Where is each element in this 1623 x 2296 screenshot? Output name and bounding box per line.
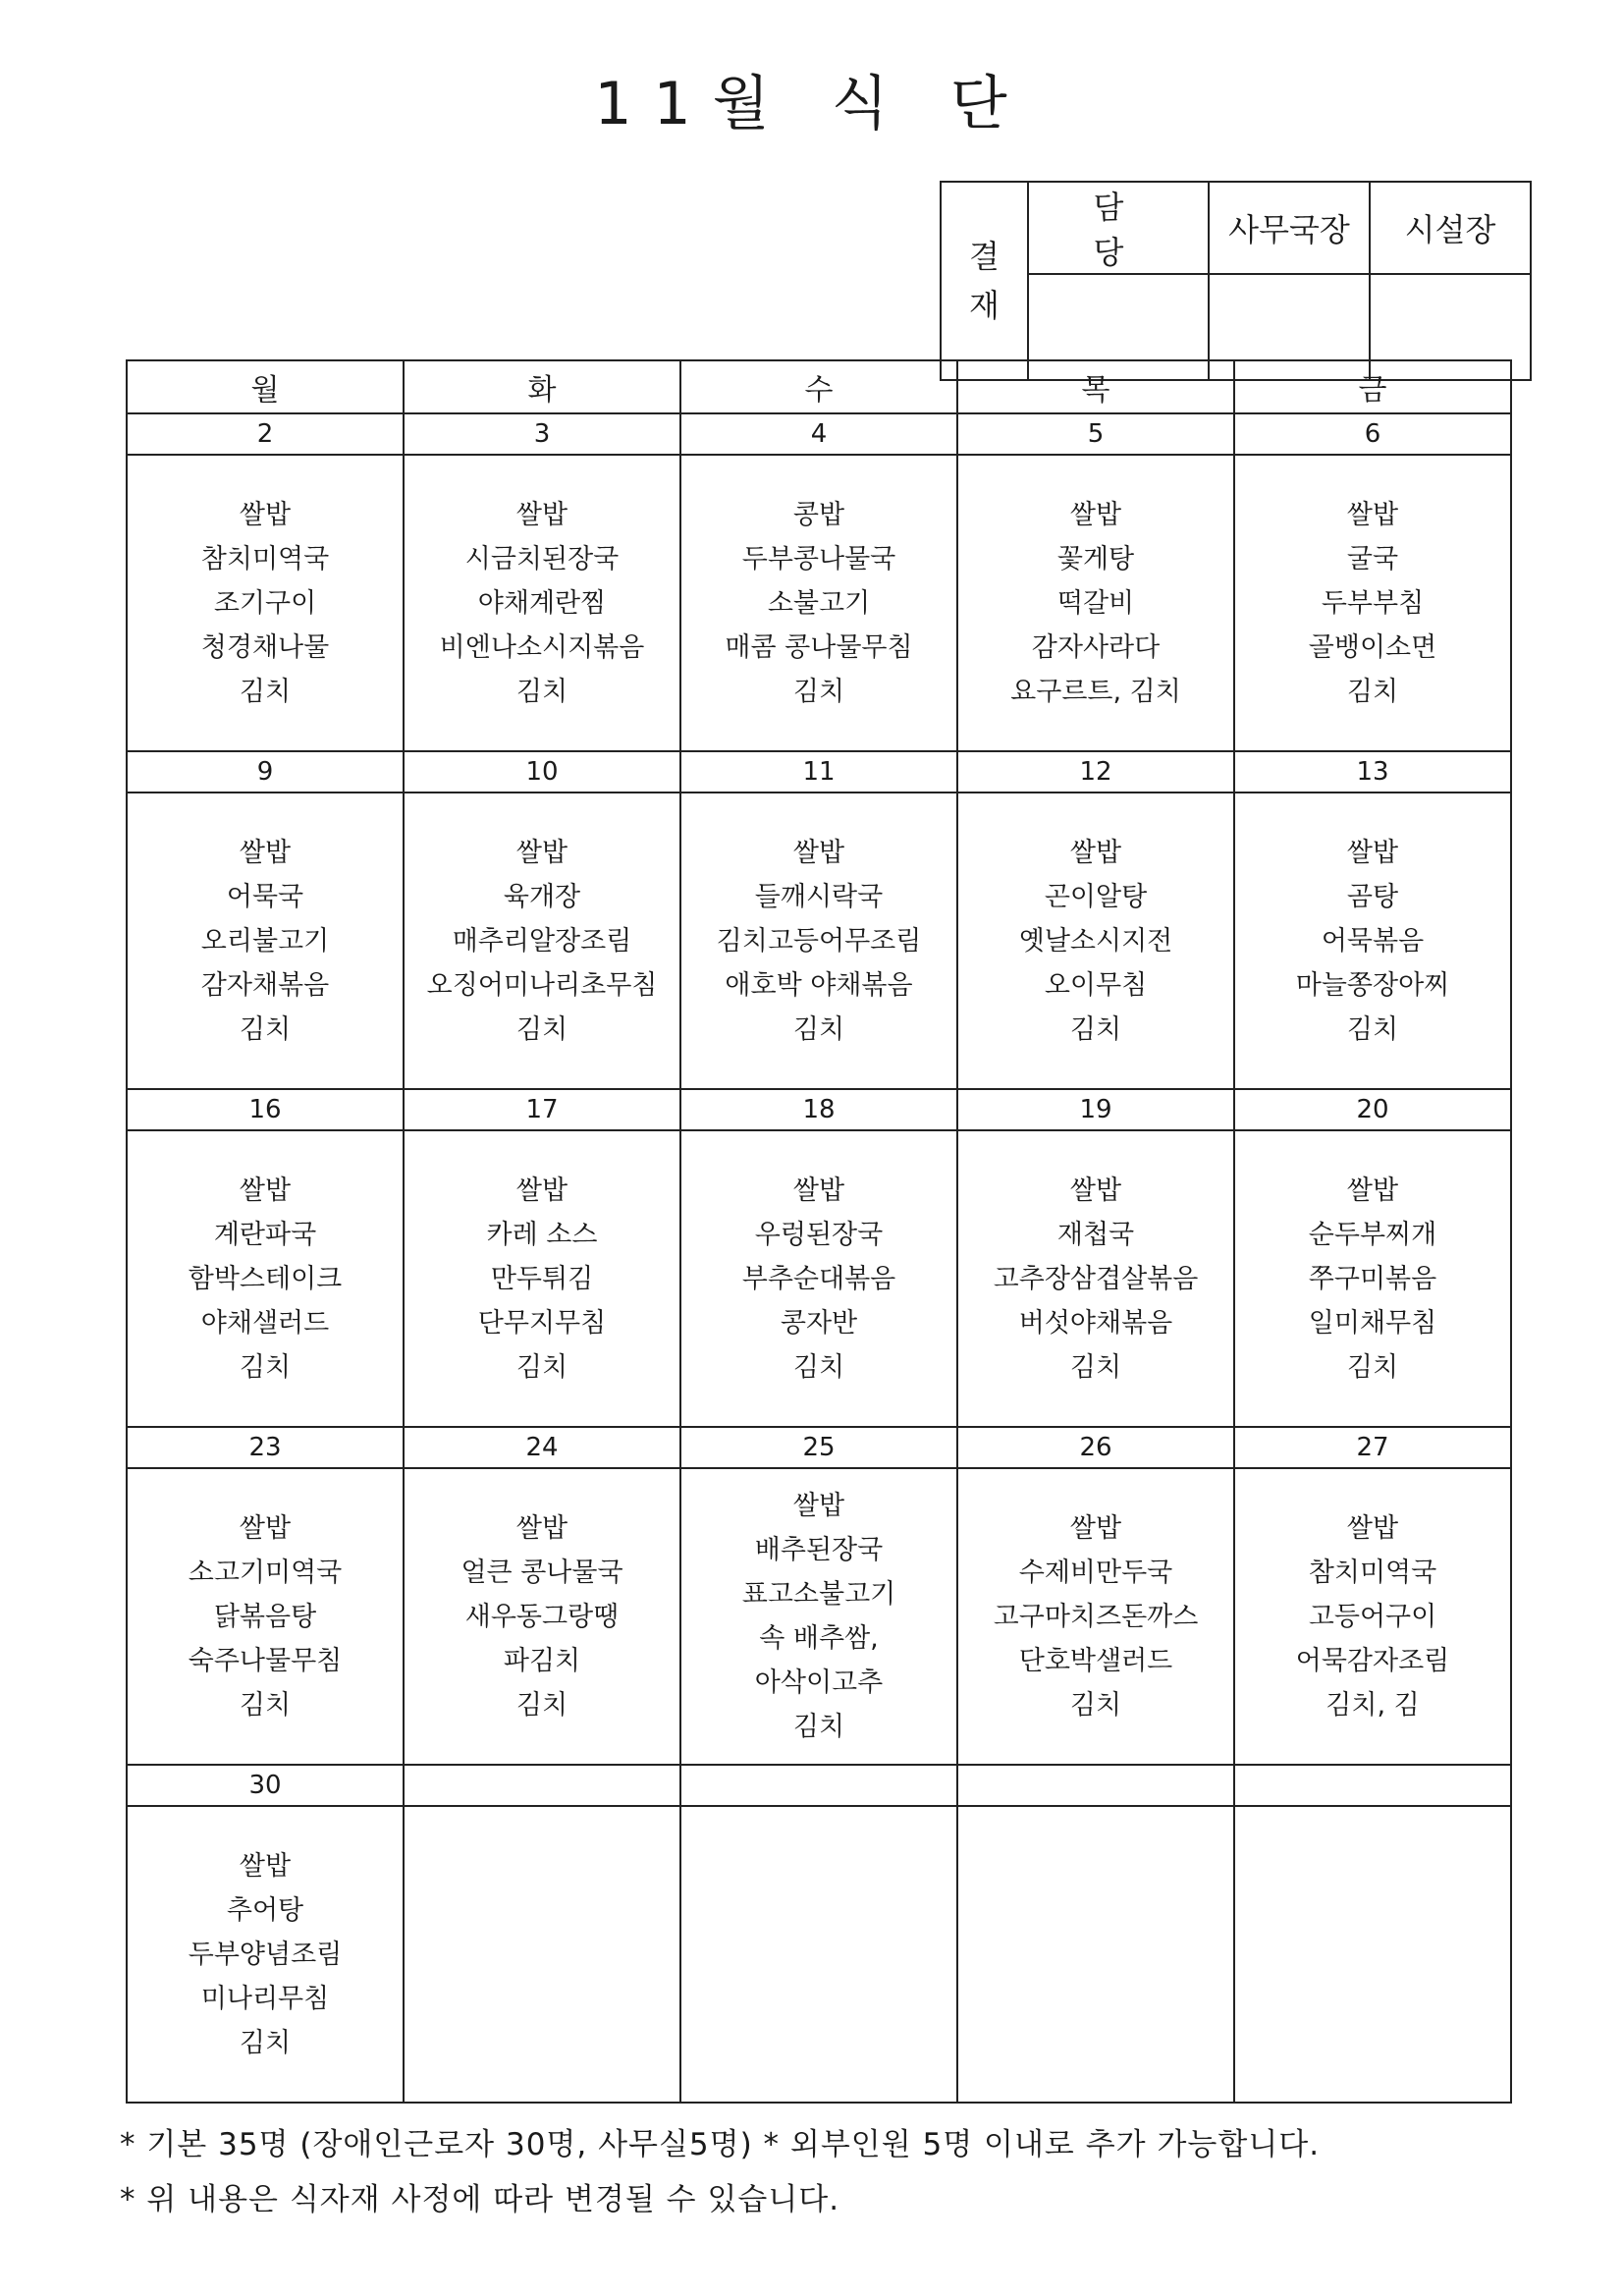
meal-item: 미나리무침 bbox=[200, 1983, 330, 2014]
meal-row bbox=[127, 1130, 1511, 1427]
weekday-tue: 화 bbox=[404, 360, 680, 413]
date-cell-mon: 2 bbox=[127, 413, 404, 455]
meal-item: 수제비만두국 bbox=[1018, 1557, 1173, 1588]
meal-item: 배추된장국 bbox=[754, 1535, 884, 1565]
meal-row bbox=[127, 455, 1511, 751]
date-row bbox=[127, 751, 1511, 793]
meal-item: 쌀밥 bbox=[1346, 499, 1399, 530]
meal-item: 고등어구이 bbox=[1308, 1601, 1437, 1632]
meal-item: 순두부찌개 bbox=[1308, 1219, 1437, 1250]
meal-item: 두부부침 bbox=[1321, 587, 1425, 619]
meal-cell-mon bbox=[127, 1806, 404, 2103]
meal-item: 추어탕 bbox=[226, 1894, 304, 1926]
weekday-mon: 월 bbox=[127, 360, 404, 413]
date-cell-fri: 13 bbox=[1234, 751, 1511, 793]
meal-item: 어묵감자조림 bbox=[1295, 1645, 1450, 1676]
meal-item: 김치 bbox=[1346, 1351, 1399, 1383]
approval-label-top: 결 bbox=[969, 238, 1000, 275]
meal-item: 얼큰 콩나물국 bbox=[460, 1557, 623, 1588]
date-cell-mon: 16 bbox=[127, 1089, 404, 1130]
approval-label-bottom: 재 bbox=[969, 287, 1000, 324]
meal-item: 파김치 bbox=[503, 1645, 581, 1676]
meal-item: 곰탕 bbox=[1346, 881, 1399, 912]
meal-cell-fri bbox=[1234, 793, 1511, 1089]
meal-cell-thu bbox=[957, 1468, 1234, 1765]
meal-item: 쌀밥 bbox=[239, 1850, 292, 1882]
weekday-wed: 수 bbox=[680, 360, 957, 413]
meal-cell-mon bbox=[127, 1130, 404, 1427]
meal-item: 고구마치즈돈까스 bbox=[993, 1601, 1199, 1632]
meal-item: 김치 bbox=[1346, 1013, 1399, 1045]
meal-cell-thu bbox=[957, 1130, 1234, 1427]
meal-item: 굴국 bbox=[1346, 543, 1399, 574]
meal-cell-thu bbox=[957, 793, 1234, 1089]
meal-item: 김치 bbox=[239, 2027, 292, 2058]
meal-cell-wed bbox=[680, 1130, 957, 1427]
meal-item: 새우동그랑땡 bbox=[464, 1601, 620, 1632]
approval-label bbox=[941, 182, 1028, 380]
meal-item: 떡갈비 bbox=[1056, 587, 1135, 619]
meal-item: 매콤 콩나물무침 bbox=[725, 631, 913, 663]
date-cell-thu: 5 bbox=[957, 413, 1234, 455]
date-row bbox=[127, 1427, 1511, 1468]
meal-item: 쌀밥 bbox=[515, 837, 568, 868]
date-row bbox=[127, 413, 1511, 455]
meal-item: 감자채볶음 bbox=[200, 969, 330, 1001]
meal-item: 속 배추쌈, bbox=[759, 1623, 879, 1654]
meal-item: 두부콩나물국 bbox=[741, 543, 896, 574]
date-cell-thu: 12 bbox=[957, 751, 1234, 793]
date-cell-wed: 4 bbox=[680, 413, 957, 455]
meal-item: 단무지무침 bbox=[477, 1307, 607, 1339]
meal-item: 김치 bbox=[1069, 1689, 1122, 1721]
date-row bbox=[127, 1089, 1511, 1130]
meal-item: 쌀밥 bbox=[239, 837, 292, 868]
date-cell-wed bbox=[680, 1765, 957, 1806]
meal-item: 김치 bbox=[792, 676, 845, 707]
date-cell-tue: 10 bbox=[404, 751, 680, 793]
meal-item: 쌀밥 bbox=[1069, 1512, 1122, 1544]
meal-item: 김치 bbox=[1069, 1351, 1122, 1383]
meal-item: 참치미역국 bbox=[200, 543, 330, 574]
meal-item: 비엔나소시지볶음 bbox=[439, 631, 645, 663]
meal-item: 김치, 김 bbox=[1325, 1689, 1420, 1721]
meal-item: 쌀밥 bbox=[1069, 837, 1122, 868]
meal-item: 김치 bbox=[239, 1689, 292, 1721]
meal-item: 김치고등어무조림 bbox=[716, 925, 922, 957]
meal-item: 계란파국 bbox=[213, 1219, 317, 1250]
approval-box bbox=[940, 181, 1532, 381]
date-cell-wed: 11 bbox=[680, 751, 957, 793]
meal-item: 닭볶음탕 bbox=[213, 1601, 317, 1632]
meal-item: 쌀밥 bbox=[1346, 837, 1399, 868]
weekday-fri: 금 bbox=[1234, 360, 1511, 413]
meal-item: 오리불고기 bbox=[200, 925, 330, 957]
meal-item: 함박스테이크 bbox=[188, 1263, 343, 1294]
meal-item: 골뱅이소면 bbox=[1308, 631, 1437, 663]
weekday-thu: 목 bbox=[957, 360, 1234, 413]
meal-item: 쌀밥 bbox=[792, 837, 845, 868]
meal-cell-thu bbox=[957, 455, 1234, 751]
meal-item: 두부양념조림 bbox=[188, 1939, 343, 1970]
meal-item: 소고기미역국 bbox=[188, 1557, 343, 1588]
meal-item: 김치 bbox=[515, 1013, 568, 1045]
meal-item: 매추리알장조림 bbox=[452, 925, 632, 957]
meal-item: 곤이알탕 bbox=[1044, 881, 1148, 912]
meal-cell-fri bbox=[1234, 1130, 1511, 1427]
meal-row bbox=[127, 1468, 1511, 1765]
meal-item: 참치미역국 bbox=[1308, 1557, 1437, 1588]
date-cell-thu: 26 bbox=[957, 1427, 1234, 1468]
meal-cell-wed bbox=[680, 1468, 957, 1765]
meal-item: 요구르트, 김치 bbox=[1010, 676, 1181, 707]
meal-item: 쌀밥 bbox=[1346, 1175, 1399, 1206]
meal-cell-fri bbox=[1234, 1468, 1511, 1765]
date-cell-tue: 17 bbox=[404, 1089, 680, 1130]
note-line: * 위 내용은 식자재 사정에 따라 변경될 수 있습니다. bbox=[120, 2182, 840, 2217]
meal-item: 쌀밥 bbox=[1346, 1512, 1399, 1544]
date-cell-thu: 19 bbox=[957, 1089, 1234, 1130]
meal-cell-tue bbox=[404, 1806, 680, 2103]
meal-item: 마늘쫑장아찌 bbox=[1295, 969, 1450, 1001]
meal-item: 조기구이 bbox=[213, 587, 317, 619]
meal-item: 고추장삼겹살볶음 bbox=[993, 1263, 1199, 1294]
meal-cell-mon bbox=[127, 455, 404, 751]
meal-cell-wed bbox=[680, 793, 957, 1089]
meal-item: 김치 bbox=[792, 1712, 845, 1742]
meal-cell-fri bbox=[1234, 1806, 1511, 2103]
meal-item: 일미채무침 bbox=[1308, 1307, 1437, 1339]
meal-item: 김치 bbox=[515, 1351, 568, 1383]
date-cell-fri: 20 bbox=[1234, 1089, 1511, 1130]
meal-item: 김치 bbox=[239, 676, 292, 707]
date-cell-fri: 27 bbox=[1234, 1427, 1511, 1468]
date-cell-tue: 24 bbox=[404, 1427, 680, 1468]
date-cell-fri: 6 bbox=[1234, 413, 1511, 455]
date-cell-mon: 9 bbox=[127, 751, 404, 793]
meal-cell-thu bbox=[957, 1806, 1234, 2103]
meal-cell-mon bbox=[127, 793, 404, 1089]
meal-item: 어묵볶음 bbox=[1321, 925, 1425, 957]
meal-item: 시금치된장국 bbox=[464, 543, 620, 574]
approval-header-director: 사무국장 bbox=[1209, 182, 1370, 274]
meal-item: 콩밥 bbox=[792, 499, 845, 530]
date-row bbox=[127, 1765, 1511, 1806]
meal-item: 재첩국 bbox=[1056, 1219, 1135, 1250]
meal-item: 쌀밥 bbox=[239, 1175, 292, 1206]
meal-item: 콩자반 bbox=[780, 1307, 858, 1339]
meal-item: 표고소불고기 bbox=[741, 1579, 896, 1610]
meal-item: 김치 bbox=[515, 1689, 568, 1721]
meal-item: 옛날소시지전 bbox=[1018, 925, 1173, 957]
meal-cell-fri bbox=[1234, 455, 1511, 751]
date-cell-mon: 23 bbox=[127, 1427, 404, 1468]
meal-cell-tue bbox=[404, 455, 680, 751]
meal-item: 쌀밥 bbox=[515, 499, 568, 530]
meal-item: 쌀밥 bbox=[515, 1175, 568, 1206]
meal-item: 쭈구미볶음 bbox=[1308, 1263, 1437, 1294]
notes bbox=[120, 2117, 1320, 2227]
date-cell-tue: 3 bbox=[404, 413, 680, 455]
approval-header-manager: 담 당 bbox=[1028, 182, 1209, 274]
note-line: * 기본 35명 (장애인근로자 30명, 사무실5명) * 외부인원 5명 이내로 추가 가능합니다. bbox=[120, 2127, 1321, 2162]
meal-item: 야채샐러드 bbox=[200, 1307, 330, 1339]
meal-item: 오이무침 bbox=[1044, 969, 1148, 1001]
meal-item: 김치 bbox=[515, 676, 568, 707]
weekday-header-row bbox=[127, 360, 1511, 413]
meal-item: 쌀밥 bbox=[792, 1175, 845, 1206]
meal-item: 쌀밥 bbox=[239, 1512, 292, 1544]
meal-item: 숙주나물무침 bbox=[188, 1645, 343, 1676]
meal-row bbox=[127, 793, 1511, 1089]
meal-item: 단호박샐러드 bbox=[1018, 1645, 1173, 1676]
meal-row bbox=[127, 1806, 1511, 2103]
approval-header-head: 시설장 bbox=[1370, 182, 1531, 274]
meal-item: 김치 bbox=[239, 1351, 292, 1383]
meal-item: 감자사라다 bbox=[1031, 631, 1161, 663]
meal-item: 쌀밥 bbox=[239, 499, 292, 530]
date-cell-tue bbox=[404, 1765, 680, 1806]
meal-item: 우렁된장국 bbox=[754, 1219, 884, 1250]
meal-item: 애호박 야채볶음 bbox=[725, 969, 913, 1001]
date-cell-mon: 30 bbox=[127, 1765, 404, 1806]
meal-item: 김치 bbox=[792, 1351, 845, 1383]
meal-cell-mon bbox=[127, 1468, 404, 1765]
meal-item: 버섯야채볶음 bbox=[1018, 1307, 1173, 1339]
meal-item: 청경채나물 bbox=[200, 631, 330, 663]
meal-item: 오징어미나리초무침 bbox=[426, 969, 658, 1001]
date-cell-fri bbox=[1234, 1765, 1511, 1806]
meal-item: 육개장 bbox=[503, 881, 581, 912]
meal-item: 쌀밥 bbox=[1069, 1175, 1122, 1206]
meal-item: 어묵국 bbox=[226, 881, 304, 912]
date-cell-thu bbox=[957, 1765, 1234, 1806]
meal-cell-wed bbox=[680, 455, 957, 751]
meal-item: 야채계란찜 bbox=[477, 587, 607, 619]
meal-cell-tue bbox=[404, 1468, 680, 1765]
meal-item: 김치 bbox=[1346, 676, 1399, 707]
meal-calendar bbox=[126, 359, 1512, 2104]
meal-cell-tue bbox=[404, 1130, 680, 1427]
meal-item: 부추순대볶음 bbox=[741, 1263, 896, 1294]
date-cell-wed: 25 bbox=[680, 1427, 957, 1468]
meal-item: 쌀밥 bbox=[792, 1491, 845, 1521]
meal-item: 쌀밥 bbox=[1069, 499, 1122, 530]
meal-item: 소불고기 bbox=[767, 587, 871, 619]
meal-item: 김치 bbox=[239, 1013, 292, 1045]
meal-cell-tue bbox=[404, 793, 680, 1089]
meal-item: 카레 소스 bbox=[486, 1219, 598, 1250]
meal-item: 꽃게탕 bbox=[1056, 543, 1135, 574]
meal-item: 김치 bbox=[1069, 1013, 1122, 1045]
meal-item: 쌀밥 bbox=[515, 1512, 568, 1544]
page-title: 11월 식 단 bbox=[594, 70, 1029, 138]
meal-item: 아삭이고추 bbox=[754, 1667, 884, 1698]
date-cell-wed: 18 bbox=[680, 1089, 957, 1130]
meal-item: 김치 bbox=[792, 1013, 845, 1045]
meal-item: 만두튀김 bbox=[490, 1263, 594, 1294]
meal-item: 들깨시락국 bbox=[754, 881, 884, 912]
meal-cell-wed bbox=[680, 1806, 957, 2103]
